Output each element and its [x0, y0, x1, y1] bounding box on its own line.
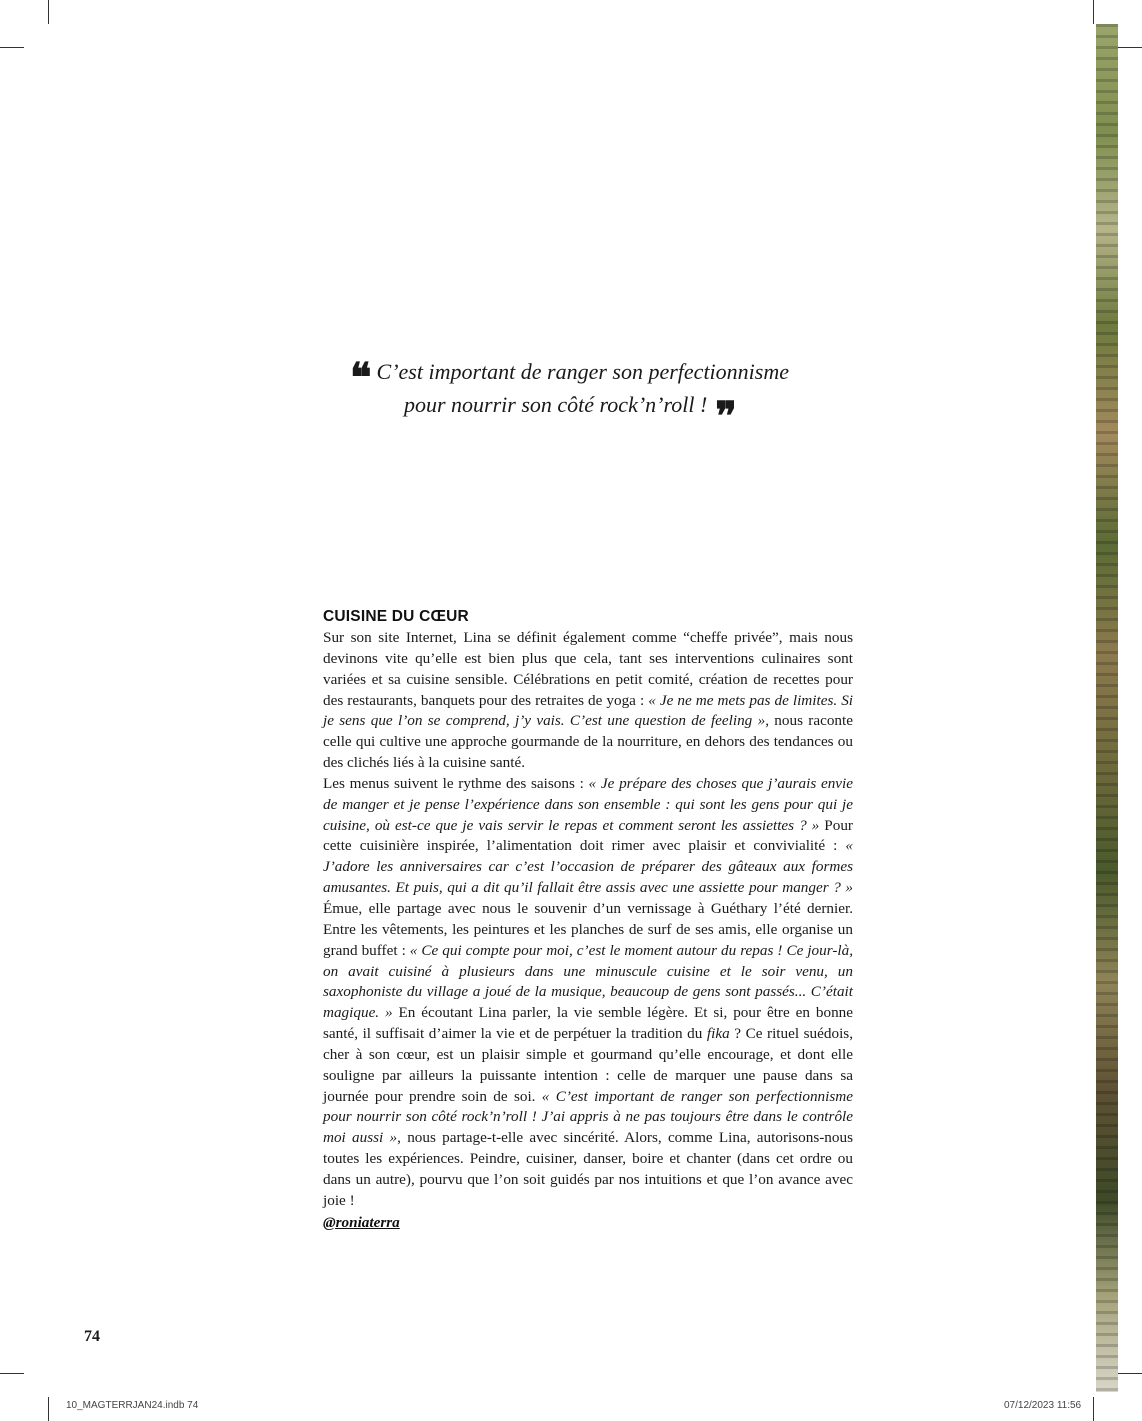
article-text: [323, 628, 853, 1212]
crop-mark-top-right-v: [1093, 0, 1094, 24]
crop-mark-bottom-left-h: [0, 1373, 24, 1374]
section-heading: CUISINE DU CŒUR: [323, 608, 469, 625]
text-run: Pour cette cuisinière inspirée, l’alimentation doit rimer avec plaisir et convivialité :: [323, 816, 853, 855]
paragraph-2: [323, 774, 853, 1212]
instagram-handle-link[interactable]: @roniaterra: [323, 1213, 400, 1231]
quoted-speech: « Ce qui compte pour moi, c’est le moment autour du repas ! Ce jour-là, on avait cuisiné à plusieurs dans une minuscule cuisine et le soir venu, un saxophoniste du village a joué de la musique, beaucoup de gens sont passés... C’était magique. »: [323, 941, 853, 1022]
crop-mark-top-right-h: [1118, 47, 1142, 48]
text-run: , nous partage-t-elle avec sincérité. Alors, comme Lina, autorisons-nous toutes les expériences. Peindre, cuisiner, danser, boire et chanter (dans cet ordre ou dans un autre), pourvu que l’on soit guidés par nos intuitions et que l’on avance avec joie !: [323, 1129, 853, 1209]
crop-mark-bottom-right-v: [1093, 1397, 1094, 1421]
text-run: , nous raconte celle qui cultive une approche gourmande de la nourriture, en dehors des tendances ou des clichés liés à la cuisine santé.: [323, 712, 853, 772]
slug-date: 07/12/2023 11:56: [1004, 1400, 1082, 1411]
photo-edge-strip: [1096, 24, 1118, 1392]
text-run: ? Ce rituel suédois, cher à son cœur, est un plaisir simple et gourmand qu’elle encourage, et dont elle souligne par ailleurs la puissante intention : celle de marquer une pause dans sa journée pour prendre soin de soi.: [323, 1025, 854, 1105]
crop-mark-top-left-v: [48, 0, 49, 24]
page-number: 74: [84, 1328, 100, 1345]
text-run: Les menus suivent le rythme des saisons :: [323, 774, 589, 792]
quoted-speech: « J’adore les anniversaires car c’est l’occasion de préparer des gâteaux aux formes amusantes. Et puis, qui a dit qu’il fallait être assis avec une assiette pour manger ? »: [323, 837, 853, 897]
quoted-speech: « Je ne me mets pas de limites. Si je sens que l’on se comprend, j’y vais. C’est une question de feeling »: [323, 691, 854, 730]
pull-quote-line-2: pour nourrir son côté rock’n’roll ! ❞: [404, 392, 734, 440]
text-run: Sur son site Internet, Lina se définit également comme “cheffe privée”, mais nous devinons vite qu’elle est bien plus que cela, tant ses interventions culinaires sont variées et sa cuisine sensible. Célébrations en petit comité, création de recettes pour des restaurants, banquets pour des retraites de yoga :: [323, 629, 853, 709]
quoted-speech: « Je prépare des choses que j’aurais envie de manger et je pense l’expérience dans son ensemble : qui sont les gens pour qui je cuisine, où est-ce que je vais servir le repas et comment seront les assiettes ? »: [323, 774, 853, 834]
quoted-speech: fika: [706, 1025, 730, 1043]
article-body: [323, 606, 853, 1234]
pull-quote-line-1: ❝ C’est important de ranger son perfectionnisme: [350, 354, 789, 401]
crop-mark-bottom-left-v: [48, 1397, 49, 1421]
text-run: Émue, elle partage avec nous le souvenir d’un vernissage à Guéthary l’été dernier. Entre les vêtements, les peintures et les planches de surf de ses amis, elle organise un grand buffet :: [323, 899, 853, 959]
text-run: En écoutant Lina parler, la vie semble légère. Et si, pour être en bonne santé, il suffisait d’aimer la vie et de perpétuer la tradition du: [323, 1004, 853, 1043]
slug-file: 10_MAGTERRJAN24.indb 74: [66, 1400, 199, 1411]
quoted-speech: « C’est important de ranger son perfectionnisme pour nourrir son côté rock’n’roll ! J’ai appris à ne pas toujours être dans le contrôle moi aussi »: [323, 1087, 853, 1147]
pull-quote: [350, 354, 850, 440]
open-quote-icon: ❝: [350, 354, 369, 401]
close-quote-icon: ❞: [715, 393, 734, 440]
crop-mark-top-left-h: [0, 47, 24, 48]
paragraph-1: [323, 628, 853, 774]
crop-mark-bottom-right-h: [1118, 1373, 1142, 1374]
